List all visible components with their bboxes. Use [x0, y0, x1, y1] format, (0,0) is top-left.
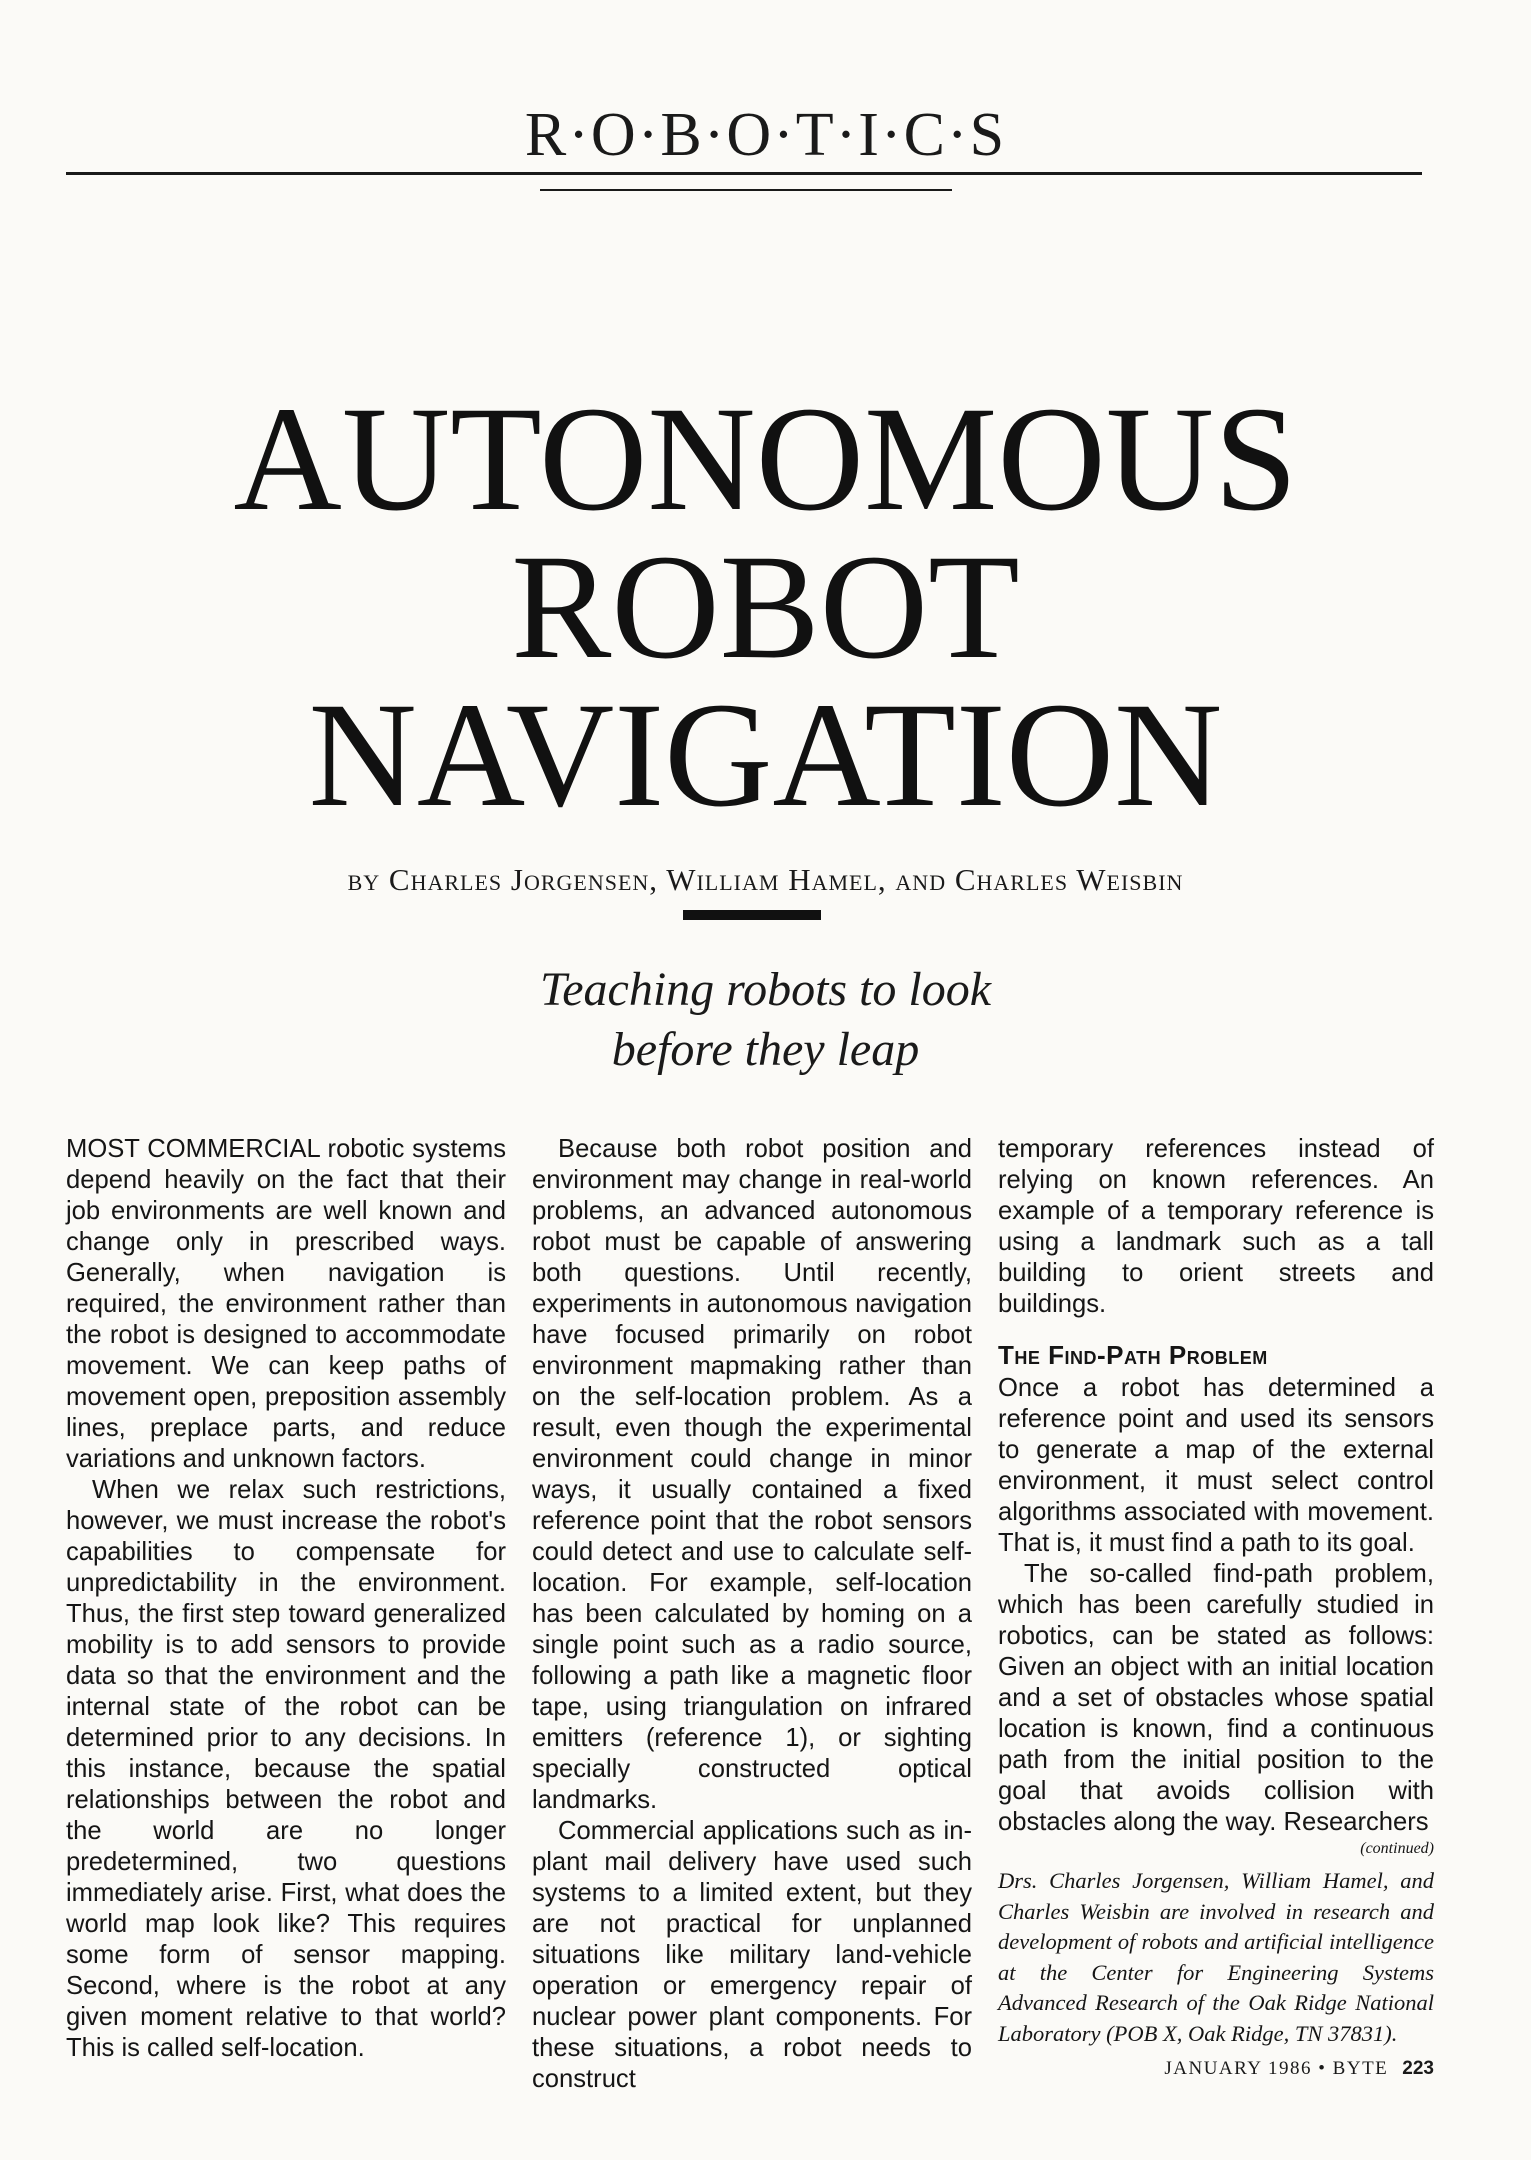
title-line-3: NAVIGATION — [308, 672, 1223, 838]
paragraph: MOST COMMERCIAL robotic systems depend heavily on the fact that their job environments are well known and change only in prescribed ways. Generally, when navigation is required, the environment rather than the robot is designed to accommodate movement. We can keep paths of movement open, preposition assembly lines, preplace parts, and reduce variations and unknown factors. — [66, 1135, 506, 1473]
article-title — [0, 376, 1531, 838]
section-header: R·O·B·O·T·I·C·S — [524, 101, 1007, 169]
paragraph: When we relax such restrictions, however, we must increase the robot's capabilities to compensate for unpredictability in the environment. Thus, the first step toward generalized mobility is to add sensors to provide data so that the environment and the internal state of the robot can be determined prior to any decisions. In this instance, because the spatial relationships between the robot and the world are no longer predetermined, two questions immediately arise. First, what does the world map look like? This requires some form of sensor mapping. Second, where is the robot at any given moment relative to that world? This is called self-location. — [66, 1476, 506, 2062]
article-deck — [0, 960, 1531, 1080]
continued-label: (continued) — [1360, 1840, 1434, 1857]
paragraph: Because both robot position and environment may change in real-world problems, an advanced autonomous robot must be capable of answering both questions. Until recently, experiments in autonomous navigation have focused primarily on robot environment mapmaking rather than on the self-location problem. As a result, even though the experimental environment could change in minor ways, it usually contained a fixed reference point that the robot sensors could detect and use to calculate self-location. For example, self-location has been calculated by homing on a single point such as a radio source, following a path like a magnetic floor tape, using triangulation on infrared emitters (reference 1), or sighting specially constructed optical landmarks. — [532, 1135, 972, 1814]
byline-rule — [683, 910, 821, 920]
issue-label: JANUARY 1986 • BYTE — [1164, 2058, 1389, 2079]
deck-line-1: Teaching robots to look — [539, 963, 992, 1016]
byline: by Charles Jorgensen, William Hamel, and Charles Weisbin — [347, 862, 1184, 897]
body-column-1 — [66, 1134, 506, 2064]
section-subhead: The Find-Path Problem — [998, 1340, 1268, 1370]
paragraph: Once a robot has determined a reference point and used its sensors to generate a map of the external environment, it must select control algorithms associated with movement. That is, it must find a path to its goal. — [998, 1374, 1434, 1557]
page-footer — [1000, 2058, 1434, 2080]
header-subrule — [540, 189, 952, 191]
body-column-2 — [532, 1134, 972, 2095]
deck-line-2: before they leap — [611, 1023, 920, 1076]
body-column-3 — [998, 1134, 1434, 2049]
author-bio: Drs. Charles Jorgensen, William Hamel, and Charles Weisbin are involved in research and development of robots and artificial intelligence at the Center for Engineering Systems Advanced Research of the Oak Ridge National Laboratory (POB X, Oak Ridge, TN 37831). — [998, 1868, 1434, 2046]
title-line-2: ROBOT — [511, 524, 1020, 690]
title-line-1: AUTONOMOUS — [233, 376, 1298, 542]
header-rule — [66, 172, 1422, 175]
paragraph: The so-called find-path problem, which has been carefully studied in robotics, can be stated as follows: Given an object with an initial location and a set of obstacles whose spatial location is known, find a continuous path from the initial position to the goal that avoids collision with obstacles along the way. Researchers — [998, 1560, 1434, 1836]
page-number: 223 — [1402, 2058, 1434, 2079]
paragraph: Commercial applications such as in-plant mail delivery have used such systems to a limited extent, but they are not practical for unplanned situations like military land-vehicle operation or emergency repair of nuclear power plant components. For these situations, a robot needs to construct — [532, 1817, 972, 2093]
paragraph: temporary references instead of relying on known references. An example of a temporary reference is using a landmark such as a tall building to orient streets and buildings. — [998, 1135, 1434, 1318]
